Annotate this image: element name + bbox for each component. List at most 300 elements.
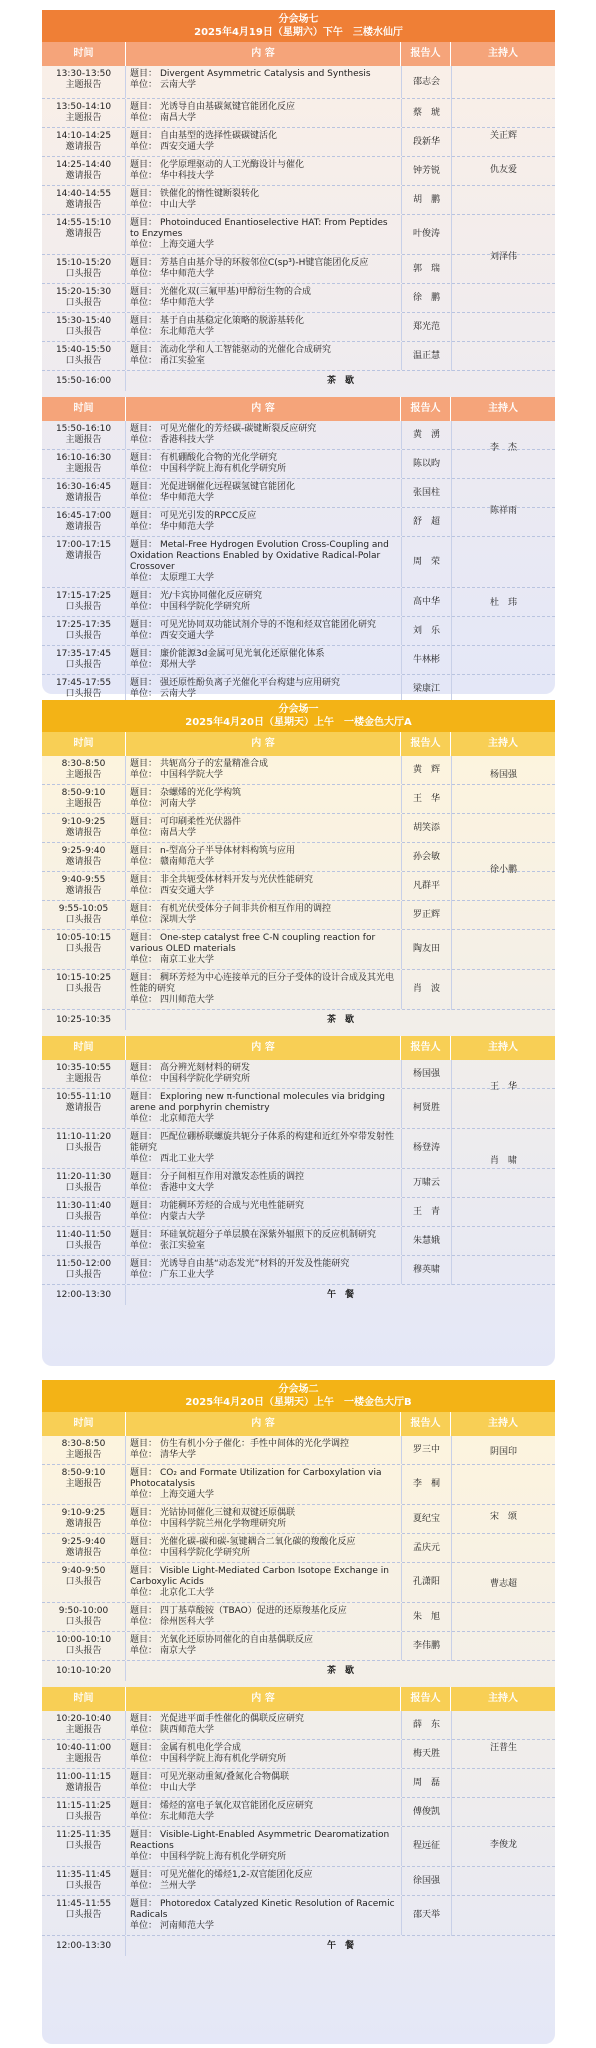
- host-name: 阴国印: [489, 1447, 517, 1457]
- speaker-cell: 陶友田: [401, 930, 451, 969]
- topic-line: [130, 511, 397, 522]
- unit-line: [130, 1881, 397, 1892]
- topic-label: 题目：: [130, 1230, 158, 1240]
- break-row: [42, 371, 555, 391]
- content-cell: [126, 450, 401, 478]
- topic-line: [130, 678, 397, 689]
- topic-text: 铁催化的惰性键断裂转化: [160, 189, 260, 199]
- topic-line: [130, 102, 397, 113]
- topic-line: [130, 258, 397, 269]
- unit-line: [130, 660, 397, 671]
- unit-line: [130, 1450, 397, 1461]
- unit-label: 单位：: [130, 1617, 158, 1627]
- host-column: [451, 756, 555, 1010]
- host-name: 肖 啸: [489, 1156, 517, 1166]
- host-name: 刘泽伟: [489, 252, 517, 262]
- unit-label: 单位：: [130, 631, 158, 641]
- host-name: 王 华: [489, 1082, 517, 1092]
- content-cell: [126, 1169, 401, 1197]
- unit-label: 单位：: [130, 1783, 158, 1793]
- topic-label: 题目：: [130, 973, 158, 983]
- break-label: 茶 歇: [326, 1015, 354, 1025]
- unit-text: 北京师范大学: [160, 1114, 215, 1124]
- time-cell: [42, 588, 126, 616]
- unit-label: 单位：: [130, 689, 158, 699]
- report-type: 口头报告: [65, 1183, 102, 1193]
- topic-label: 题目：: [130, 1508, 158, 1518]
- speaker-cell: 胡笑添: [401, 814, 451, 842]
- unit-text: 四川师范大学: [160, 995, 215, 1005]
- topic-line: [130, 933, 397, 955]
- unit-label: 单位：: [130, 298, 158, 308]
- time-cell: [42, 99, 126, 127]
- report-type: 口头报告: [65, 944, 102, 954]
- speaker-cell: 杨国强: [401, 1060, 451, 1088]
- unit-line: [130, 1852, 397, 1863]
- unit-label: 单位：: [130, 435, 158, 445]
- topic-line: [130, 424, 397, 435]
- session-title-line1: 分会场一: [278, 704, 319, 715]
- speaker-cell: 柯贤胜: [401, 1089, 451, 1128]
- content-cell: [126, 1563, 401, 1602]
- topic-label: 题目：: [130, 1201, 158, 1211]
- report-type: 口头报告: [65, 1617, 102, 1627]
- unit-line: [130, 142, 397, 153]
- topic-label: 题目：: [130, 424, 158, 434]
- speaker-cell: 薛 东: [401, 1711, 451, 1739]
- break-row: [42, 1285, 555, 1305]
- topic-label: 题目：: [130, 1899, 158, 1909]
- session-title: [42, 1380, 555, 1412]
- time-cell: [42, 157, 126, 185]
- session-title: [42, 10, 555, 42]
- topic-line: [130, 160, 397, 171]
- speaker-cell: 朱慧娥: [401, 1227, 451, 1255]
- unit-line: [130, 1725, 397, 1736]
- time-cell: [42, 646, 126, 674]
- column-header-time: 时间: [42, 42, 126, 66]
- topic-line: [130, 287, 397, 298]
- time-cell: [42, 215, 126, 254]
- time-cell: [42, 1563, 126, 1602]
- speaker-cell: 李伟鹏: [401, 1632, 451, 1660]
- unit-text: 中国科学院大学: [160, 770, 224, 780]
- unit-line: [130, 857, 397, 868]
- report-type: 口头报告: [65, 1646, 102, 1656]
- unit-label: 单位：: [130, 1754, 158, 1764]
- unit-line: [130, 464, 397, 475]
- unit-text: 中国科学院化学研究所: [160, 1548, 251, 1558]
- speaker-cell: 陈以昀: [401, 450, 451, 478]
- topic-text: 杂螺烯的光化学构筑: [160, 788, 242, 798]
- speaker-cell: 朱 旭: [401, 1603, 451, 1631]
- content-cell: [126, 313, 401, 341]
- unit-line: [130, 799, 397, 810]
- topic-text: 可见光驱动重氮/叠氮化合物偶联: [160, 1772, 290, 1782]
- unit-text: 西北工业大学: [160, 1154, 215, 1164]
- time-range: 8:50-9:10: [61, 788, 106, 798]
- unit-label: 单位：: [130, 522, 158, 532]
- unit-label: 单位：: [130, 80, 158, 90]
- content-cell: [126, 1129, 401, 1168]
- content-cell: [126, 1227, 401, 1255]
- time-range: 15:50-16:10: [55, 424, 112, 434]
- unit-label: 单位：: [130, 602, 158, 612]
- unit-text: 上海交通大学: [160, 240, 215, 250]
- time-cell: [42, 1632, 126, 1660]
- unit-text: 华中师范大学: [160, 493, 215, 503]
- topic-text: 分子间相互作用对激发态性质的调控: [160, 1172, 305, 1182]
- unit-label: 单位：: [130, 1114, 158, 1124]
- time-cell: [42, 756, 126, 784]
- topic-label: 题目：: [130, 160, 158, 170]
- unit-line: [130, 327, 397, 338]
- time-range: 14:40-14:55: [55, 189, 112, 199]
- time-range: 10:05-10:15: [55, 933, 112, 943]
- topic-text: Photoredox Catalyzed Kinetic Resolution of Racemic Radicals: [130, 1899, 395, 1920]
- column-header-speaker: 报告人: [401, 732, 451, 756]
- content-cell: [126, 930, 401, 969]
- time-range: 15:30-15:40: [55, 316, 112, 326]
- unit-label: 单位：: [130, 493, 158, 503]
- time-cell: [42, 1603, 126, 1631]
- topic-text: 有机光伏受体分子间非共价相互作用的调控: [160, 904, 332, 914]
- time-range: 13:30-13:50: [55, 69, 112, 79]
- time-range: 16:10-16:30: [55, 453, 112, 463]
- unit-label: 单位：: [130, 1074, 158, 1084]
- speaker-cell: 孙会敏: [401, 843, 451, 871]
- topic-line: [130, 904, 397, 915]
- topic-label: 题目：: [130, 258, 158, 268]
- topic-label: 题目：: [130, 678, 158, 688]
- unit-text: 北京化工大学: [160, 1588, 215, 1598]
- unit-line: [130, 80, 397, 91]
- unit-text: 南京工业大学: [160, 955, 215, 965]
- unit-line: [130, 1270, 397, 1281]
- session-title-line2: 2025年4月19日（星期六）下午 三楼水仙厅: [194, 27, 403, 38]
- unit-text: 甬江实验室: [160, 356, 206, 366]
- content-cell: [126, 1740, 401, 1768]
- unit-label: 单位：: [130, 799, 158, 809]
- unit-label: 单位：: [130, 1183, 158, 1193]
- unit-line: [130, 602, 397, 613]
- report-type: 邀请报告: [65, 551, 102, 561]
- time-range: 10:20-10:40: [55, 1714, 112, 1724]
- time-range: 11:35-11:45: [55, 1870, 112, 1880]
- unit-text: 河南师范大学: [160, 1921, 215, 1931]
- unit-label: 单位：: [130, 1241, 158, 1251]
- report-type: 邀请报告: [65, 1519, 102, 1529]
- topic-text: 可见光引发的RPCC反应: [160, 511, 257, 521]
- topic-text: CO₂ and Formate Utilization for Carboxylation via Photocatalysis: [130, 1468, 382, 1489]
- topic-line: [130, 1606, 397, 1617]
- unit-label: 单位：: [130, 1519, 158, 1529]
- topic-text: Visible Light-Mediated Carbon Isotope Exchange in Carboxylic Acids: [130, 1566, 389, 1587]
- time-range: 9:40-9:55: [61, 875, 106, 885]
- schedule-group: [42, 1711, 555, 1936]
- time-cell: [42, 970, 126, 1009]
- unit-label: 单位：: [130, 1548, 158, 1558]
- topic-text: 光促进平面手性催化的偶联反应研究: [160, 1714, 305, 1724]
- unit-label: 单位：: [130, 142, 158, 152]
- report-type: 邀请报告: [65, 1548, 102, 1558]
- speaker-cell: 徐 鹏: [401, 284, 451, 312]
- time-range: 9:25-9:40: [61, 846, 106, 856]
- topic-line: [130, 345, 397, 356]
- time-range: 17:15-17:25: [55, 591, 112, 601]
- topic-label: 题目：: [130, 1537, 158, 1547]
- time-cell: [42, 342, 126, 370]
- report-type: 主题报告: [65, 1074, 102, 1084]
- topic-text: n-型高分子半导体材料构筑与应用: [160, 846, 295, 856]
- time-range: 14:55-15:10: [55, 218, 112, 228]
- topic-line: [130, 620, 397, 631]
- unit-line: [130, 171, 397, 182]
- topic-text: 功能稠环芳烃的合成与光电性能研究: [160, 1201, 305, 1211]
- time-cell: [42, 1798, 126, 1826]
- topic-text: 强还原性酚负离子光催化平台构建与应用研究: [160, 678, 341, 688]
- content-cell: [126, 1256, 401, 1284]
- topic-text: 金属有机电化学合成: [160, 1743, 242, 1753]
- topic-text: 四丁基草酸铵（TBAO）促进的还原羧基化反应: [160, 1606, 347, 1616]
- content-cell: [126, 284, 401, 312]
- report-type: 主题报告: [65, 1479, 102, 1489]
- topic-text: 非全共轭受体材料开发与光伏性能研究: [160, 875, 314, 885]
- unit-label: 单位：: [130, 1725, 158, 1735]
- unit-text: 华中师范大学: [160, 522, 215, 532]
- topic-label: 题目：: [130, 1439, 158, 1449]
- report-type: 主题报告: [65, 435, 102, 445]
- topic-text: 可见光协同双功能试剂介导的不饱和烃双官能团化研究: [160, 620, 377, 630]
- column-header-host: 主持人: [488, 1693, 518, 1704]
- unit-line: [130, 886, 397, 897]
- content-cell: [126, 508, 401, 536]
- unit-label: 单位：: [130, 240, 158, 250]
- column-header-speaker: 报告人: [401, 42, 451, 66]
- report-type: 主题报告: [65, 1450, 102, 1460]
- unit-text: 中国科学院上海有机化学研究所: [160, 464, 287, 474]
- unit-text: 郑州大学: [160, 660, 197, 670]
- topic-line: [130, 1635, 397, 1646]
- topic-text: 基于自由基稳定化策略的脱游基转化: [160, 316, 305, 326]
- topic-text: 烯烃的富电子氧化双官能团化反应研究: [160, 1801, 314, 1811]
- host-column: [451, 421, 555, 704]
- unit-label: 单位：: [130, 171, 158, 181]
- speaker-cell: 梁康江: [401, 675, 451, 703]
- column-header-host: 主持人: [488, 738, 518, 749]
- speaker-cell: 高中华: [401, 588, 451, 616]
- unit-label: 单位：: [130, 955, 158, 965]
- unit-line: [130, 1519, 397, 1530]
- report-type: 主题报告: [65, 80, 102, 90]
- time-range: 14:25-14:40: [55, 160, 112, 170]
- time-range: 11:40-11:50: [55, 1230, 112, 1240]
- unit-label: 单位：: [130, 660, 158, 670]
- topic-label: 题目：: [130, 1468, 158, 1478]
- time-cell: [42, 1198, 126, 1226]
- column-header-time: 时间: [42, 1412, 126, 1436]
- unit-line: [130, 356, 397, 367]
- time-cell: [42, 1169, 126, 1197]
- topic-line: [130, 1468, 397, 1490]
- time-cell: [42, 1060, 126, 1088]
- break-row: [42, 1010, 555, 1030]
- unit-line: [130, 1812, 397, 1823]
- time-range: 9:50-10:00: [58, 1606, 109, 1616]
- unit-text: 云南大学: [160, 80, 197, 90]
- topic-text: Exploring new π-functional molecules via bridging arene and porphyrin chemistry: [130, 1092, 385, 1113]
- speaker-cell: 段新华: [401, 128, 451, 156]
- break-row: [42, 1661, 555, 1681]
- time-range: 8:50-9:10: [61, 1468, 106, 1478]
- time-cell: [42, 284, 126, 312]
- speaker-cell: 蔡 琥: [401, 99, 451, 127]
- unit-text: 中国科学院上海有机化学研究所: [160, 1754, 287, 1764]
- topic-text: 稠环芳烃为中心连接单元的巨分子受体的设计合成及其光电性能的研究: [130, 973, 395, 994]
- unit-text: 陕西师范大学: [160, 1725, 215, 1735]
- topic-line: [130, 1830, 397, 1852]
- time-cell: [42, 1711, 126, 1739]
- topic-line: [130, 69, 397, 80]
- speaker-cell: 徐国强: [401, 1867, 451, 1895]
- break-time: 12:00-13:30: [42, 1936, 126, 1956]
- speaker-cell: 邵天举: [401, 1896, 451, 1935]
- session-panel-2: [42, 700, 555, 1366]
- unit-label: 单位：: [130, 1588, 158, 1598]
- unit-line: [130, 435, 397, 446]
- content-cell: [126, 1896, 401, 1935]
- content-cell: [126, 479, 401, 507]
- topic-text: 光催化双(三氟甲基)甲醇衍生物的合成: [160, 287, 312, 297]
- time-cell: [42, 186, 126, 214]
- unit-text: 中国科学院上海有机化学研究所: [160, 1852, 287, 1862]
- topic-line: [130, 1870, 397, 1881]
- unit-text: 张江实验室: [160, 1241, 206, 1251]
- speaker-cell: 梅天胜: [401, 1740, 451, 1768]
- time-range: 9:40-9:50: [61, 1566, 106, 1576]
- column-header-speaker: 报告人: [401, 397, 451, 421]
- host-name: 宋 颂: [489, 1512, 517, 1522]
- time-range: 10:35-10:55: [55, 1063, 112, 1073]
- unit-text: 香港中文大学: [160, 1183, 215, 1193]
- unit-line: [130, 1114, 397, 1125]
- topic-label: 题目：: [130, 1743, 158, 1753]
- speaker-cell: 肖 波: [401, 970, 451, 1009]
- content-cell: [126, 843, 401, 871]
- topic-text: 可印刷柔性光伏器件: [160, 817, 242, 827]
- content-cell: [126, 1769, 401, 1797]
- table-header: [42, 397, 555, 421]
- report-type: 邀请报告: [65, 886, 102, 896]
- content-cell: [126, 1465, 401, 1504]
- topic-line: [130, 1132, 397, 1154]
- unit-text: 东北师范大学: [160, 327, 215, 337]
- topic-line: [130, 1439, 397, 1450]
- topic-line: [130, 1801, 397, 1812]
- unit-line: [130, 298, 397, 309]
- speaker-cell: 穆英啸: [401, 1256, 451, 1284]
- topic-label: 题目：: [130, 540, 158, 550]
- topic-label: 题目：: [130, 904, 158, 914]
- report-type: 口头报告: [65, 269, 102, 279]
- unit-line: [130, 1617, 397, 1628]
- topic-text: 芳基自由基介导的环胺邻位C(sp³)-H键官能团化反应: [160, 258, 369, 268]
- time-cell: [42, 1827, 126, 1866]
- speaker-cell: 程远征: [401, 1827, 451, 1866]
- time-cell: [42, 255, 126, 283]
- speaker-cell: 黄 辉: [401, 756, 451, 784]
- column-header-host: 主持人: [488, 48, 518, 59]
- topic-line: [130, 316, 397, 327]
- host-name: 李 杰: [489, 443, 517, 453]
- content-cell: [126, 1827, 401, 1866]
- topic-text: 高分辨光刻材料的研发: [160, 1063, 251, 1073]
- topic-line: [130, 1201, 397, 1212]
- schedule-group: [42, 421, 555, 704]
- topic-label: 题目：: [130, 1259, 158, 1269]
- content-cell: [126, 1798, 401, 1826]
- time-range: 10:55-11:10: [55, 1092, 112, 1102]
- topic-text: 廉价能源3d金属可见光氧化还原催化体系: [160, 649, 325, 659]
- topic-label: 题目：: [130, 1566, 158, 1576]
- unit-line: [130, 828, 397, 839]
- unit-text: 广东工业大学: [160, 1270, 215, 1280]
- host-name: 曹志超: [489, 1579, 517, 1589]
- time-cell: [42, 1256, 126, 1284]
- unit-line: [130, 200, 397, 211]
- content-cell: [126, 66, 401, 98]
- unit-text: 华中师范大学: [160, 269, 215, 279]
- time-range: 9:10-9:25: [61, 817, 106, 827]
- speaker-cell: 孔潇阳: [401, 1563, 451, 1602]
- time-range: 17:00-17:15: [55, 540, 112, 550]
- session-title-line1: 分会场二: [278, 1384, 319, 1395]
- unit-text: 中国科学院化学研究所: [160, 1074, 251, 1084]
- session-title-line2: 2025年4月20日（星期天）上午 一楼金色大厅B: [185, 1397, 412, 1408]
- unit-label: 单位：: [130, 464, 158, 474]
- topic-text: 光促进钢催化远程碳氢键官能团化: [160, 482, 296, 492]
- speaker-cell: 邵志会: [401, 66, 451, 98]
- column-header-time: 时间: [42, 732, 126, 756]
- break-time: 12:00-13:30: [42, 1285, 126, 1305]
- content-cell: [126, 215, 401, 254]
- table-header: [42, 1687, 555, 1711]
- topic-line: [130, 875, 397, 886]
- topic-line: [130, 131, 397, 142]
- time-range: 11:10-11:20: [55, 1132, 112, 1142]
- topic-text: 光诱导自由基碳氮键官能团化反应: [160, 102, 296, 112]
- time-cell: [42, 843, 126, 871]
- content-cell: [126, 646, 401, 674]
- unit-text: 南昌大学: [160, 113, 197, 123]
- time-cell: [42, 508, 126, 536]
- speaker-cell: 钟芳锐: [401, 157, 451, 185]
- topic-text: 光/卡宾协同催化反应研究: [160, 591, 263, 601]
- unit-text: 内蒙古大学: [160, 1212, 206, 1222]
- speaker-cell: 凡群平: [401, 872, 451, 900]
- topic-label: 题目：: [130, 1606, 158, 1616]
- column-header-content: 内 容: [126, 1036, 401, 1060]
- topic-line: [130, 846, 397, 857]
- unit-line: [130, 1783, 397, 1794]
- unit-label: 单位：: [130, 113, 158, 123]
- unit-text: 太原理工大学: [160, 573, 215, 583]
- topic-text: 匹配位硼桥联螺旋共轭分子体系的构建和近红外窄带发射性能研究: [130, 1132, 395, 1153]
- time-range: 9:25-9:40: [61, 1537, 106, 1547]
- time-range: 11:50-12:00: [55, 1259, 112, 1269]
- time-range: 9:10-9:25: [61, 1508, 106, 1518]
- time-range: 13:50-14:10: [55, 102, 112, 112]
